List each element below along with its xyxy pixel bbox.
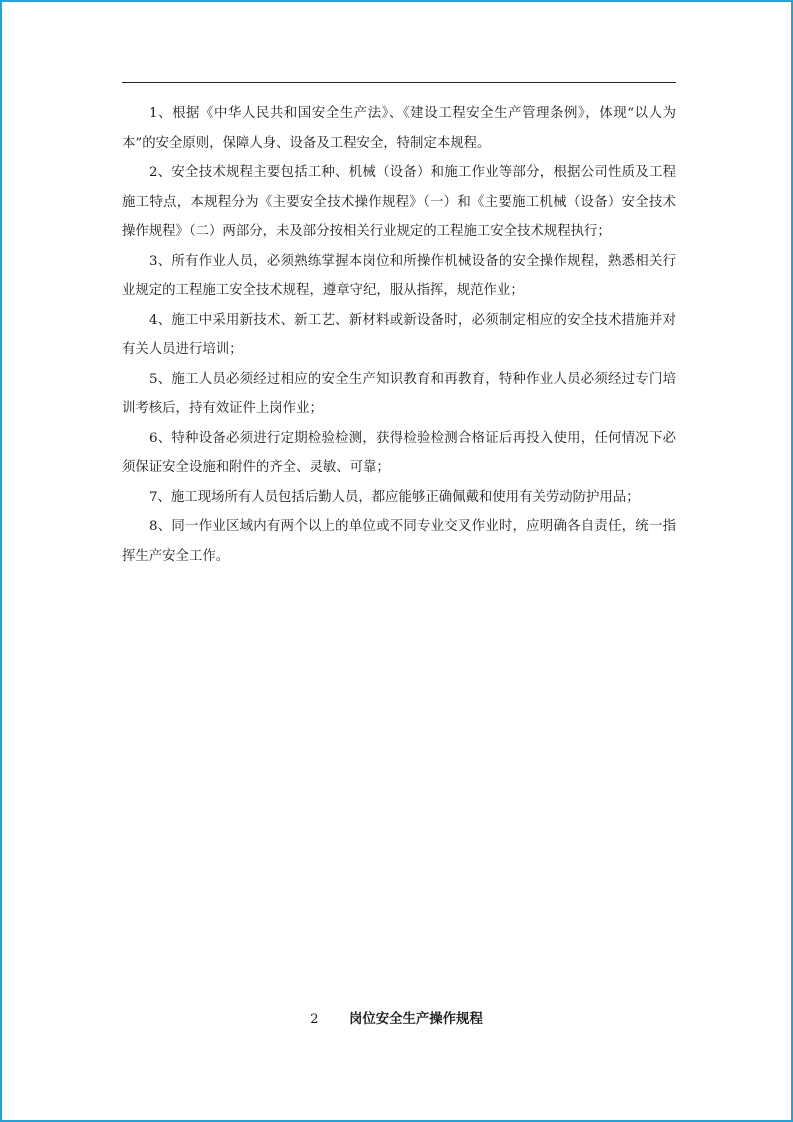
clause-4: 4、施工中采用新技术、新工艺、新材料或新设备时，必须制定相应的安全技术措施并对有关人员进行培训；	[122, 312, 676, 357]
clause-6: 6、特种设备必须进行定期检验检测，获得检验检测合格证后再投入使用，任何情况下必须保证安全设施和附件的齐全、灵敏、可靠；	[122, 430, 676, 475]
clause-1: 1、根据《中华人民共和国安全生产法》、《建设工程安全生产管理条例》，体现“以人为本”的安全原则，保障人身、设备及工程安全，特制定本规程。	[122, 106, 676, 151]
footer-document-title: 岗位安全生产操作规程	[348, 1011, 483, 1027]
clause-8: 8、同一作业区域内有两个以上的单位或不同专业交叉作业时，应明确各自责任，统一指挥生产安全工作。	[122, 519, 676, 564]
clause-3: 3、所有作业人员，必须熟练掌握本岗位和所操作机械设备的安全操作规程，熟悉相关行业规定的工程施工安全技术规程，遵章守纪，服从指挥，规范作业；	[122, 253, 676, 298]
clause-5: 5、施工人员必须经过相应的安全生产知识教育和再教育，特种作业人员必须经过专门培训考核后，持有效证件上岗作业；	[122, 371, 676, 416]
clause-7: 7、施工现场所有人员包括后勤人员，都应能够正确佩戴和使用有关劳动防护用品；	[149, 489, 640, 505]
document-body	[122, 99, 676, 571]
page-footer	[2, 1008, 791, 1027]
page-number: 2	[310, 1012, 319, 1027]
header-rule	[122, 82, 676, 83]
clause-2: 2、安全技术规程主要包括工种、机械（设备）和施工作业等部分，根据公司性质及工程施工特点，本规程分为《主要安全技术操作规程》（一）和《主要施工机械（设备）安全技术操作规程》（二）两部分，未及部分按相关行业规定的工程施工安全技术规程执行；	[122, 165, 676, 239]
